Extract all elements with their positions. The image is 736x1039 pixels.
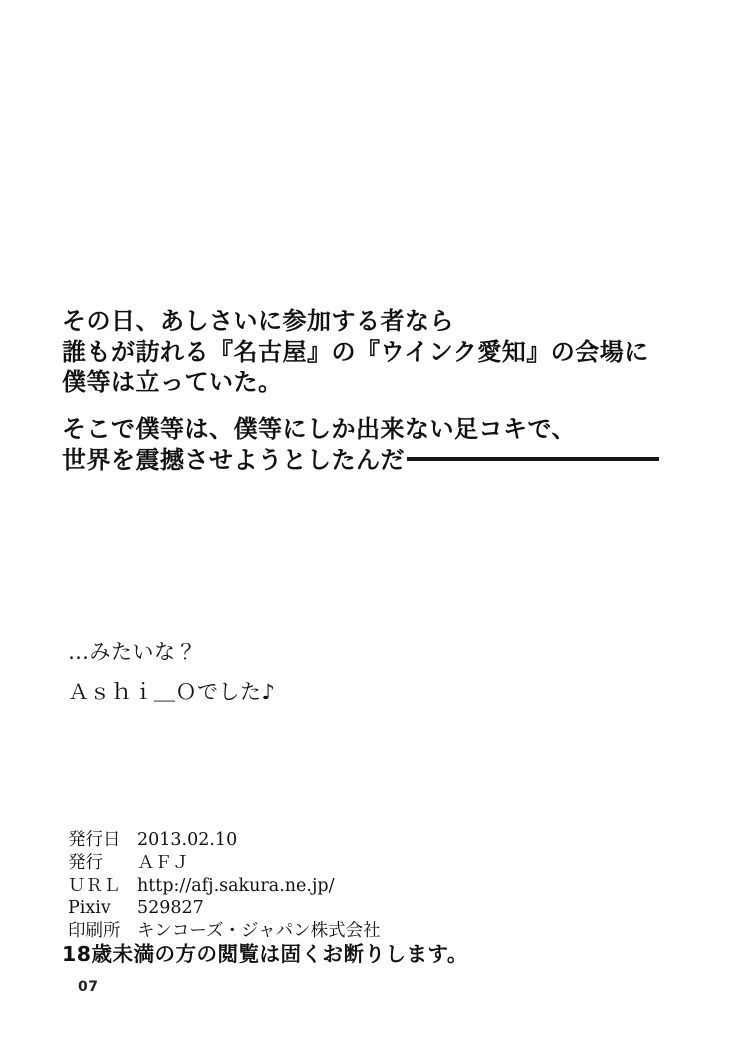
story-line: 誰もが訪れる『名古屋』の『ウインク愛知』の会場に: [62, 337, 649, 366]
colophon-row-pixiv: [68, 897, 381, 920]
story-paragraph-1: [62, 306, 649, 398]
signoff-line: Ａｓｈｉ＿Ｏでした♪: [68, 680, 276, 704]
colophon-label: ＵＲＬ: [68, 875, 121, 896]
colophon-label: 発行日: [68, 830, 121, 850]
colophon-row-publisher: [68, 852, 381, 875]
signoff-line: …みたいな？: [68, 640, 197, 664]
age-warning: 18歳未満の方の閲覧は固くお断りします。: [62, 942, 468, 966]
story-line: 僕等は立っていた。: [62, 368, 283, 396]
story-line: [62, 445, 659, 476]
colophon-label: 印刷所: [68, 921, 121, 942]
long-dash: [407, 457, 659, 461]
colophon-value: 529827: [137, 898, 204, 919]
story-line: その日、あしさいに参加する者なら: [62, 307, 454, 335]
colophon-value: ＡＦＪ: [137, 852, 190, 873]
story-paragraph-2: [62, 414, 659, 475]
colophon-value: http://afj.sakura.ne.jp/: [137, 875, 335, 896]
colophon-value: 2013.02.10: [137, 830, 238, 850]
story-line: そこで僕等は、僕等にしか出来ない足コキで、: [62, 415, 577, 443]
colophon-value: キンコーズ・ジャパン株式会社: [137, 921, 381, 942]
colophon: [68, 829, 381, 943]
author-signoff: [68, 632, 275, 712]
colophon-row-url: [68, 875, 381, 898]
page-number: 07: [78, 979, 99, 995]
colophon-label: 発行: [68, 852, 103, 873]
colophon-label: Pixiv: [68, 898, 111, 919]
colophon-row-publish-date: [68, 829, 381, 852]
story-line-text: 世界を震撼させようとしたんだ: [62, 445, 405, 474]
